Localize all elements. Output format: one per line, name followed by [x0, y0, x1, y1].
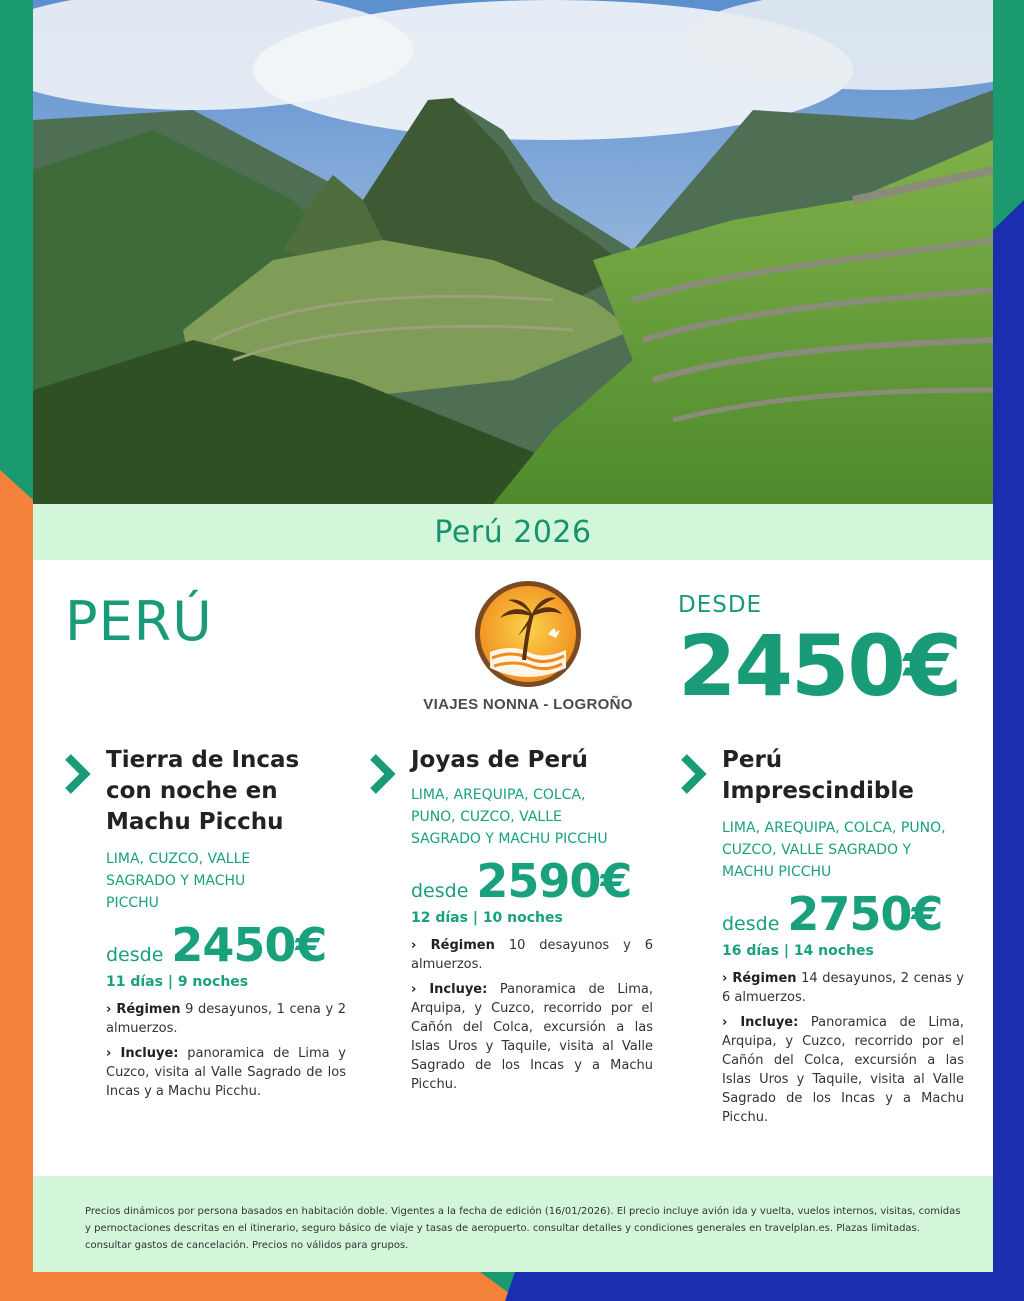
trip-cities: LIMA, CUZCO, VALLE SAGRADO Y MACHU PICCHU [106, 851, 251, 911]
headline-price-label: DESDE [678, 592, 763, 618]
headline-price-value: 2450€ [678, 617, 961, 715]
agency-logo [403, 578, 653, 713]
trip-name-line: Imprescindible [722, 778, 914, 804]
trip-price: 2450€ [171, 918, 327, 972]
hero-photo [33, 0, 993, 504]
incluye-text: panoramica de Lima y Cuzco, visita al Valle Sagrado de los Incas y a Machu Picchu. [106, 1046, 347, 1099]
chevron-right-icon [679, 753, 707, 795]
footer-disclaimer [33, 1176, 993, 1272]
trip-regimen [106, 1000, 346, 1038]
incluye-label: › Incluye: [106, 1046, 179, 1061]
trip-price: 2590€ [476, 854, 632, 908]
incluye-text: Panoramica de Lima, Arquipa, y Cuzco, recorrido por el Cañón del Colca, excursión a las Islas Uros y Taquile, visita al Valle Sagrado de los Incas y a Machu Picchu. [411, 982, 653, 1092]
machu-picchu-illustration [33, 0, 993, 504]
title-band [33, 504, 993, 560]
trip-price-row [411, 854, 638, 908]
trip-duration: 16 días | 14 noches [722, 943, 874, 959]
flyer-panel [33, 0, 993, 1272]
trip-price-row [106, 918, 333, 972]
regimen-label: › Régimen [411, 938, 495, 953]
trip-name [411, 745, 638, 776]
agency-name: VIAJES NONNA - LOGROÑO [423, 696, 633, 713]
trip-duration: 12 días | 10 noches [411, 910, 563, 926]
trip-incluye [411, 980, 653, 1094]
price-prefix: desde [106, 944, 164, 966]
regimen-label: › Régimen [722, 971, 797, 986]
page-title: Perú 2026 [434, 514, 592, 550]
regimen-text: 9 desayunos, 1 cena y 2 almuerzos. [106, 1002, 346, 1036]
price-prefix: desde [722, 913, 780, 935]
incluye-text: Panoramica de Lima, Arquipa, y Cuzco, recorrido por el Cañón del Colca, excursión a las Islas Uros y Taquile, visita al Valle Sagrado de los Incas y a Machu Picchu. [722, 1015, 964, 1125]
regimen-text: 14 desayunos, 2 cenas y 6 almuerzos. [722, 971, 964, 1005]
trip-name [722, 745, 949, 807]
trip-duration: 11 días | 9 noches [106, 974, 249, 990]
trip-regimen [411, 936, 653, 974]
trip-name-line: Machu Picchu [106, 809, 284, 835]
regimen-text: 10 desayunos y 6 almuerzos. [411, 938, 654, 972]
chevron-right-icon [368, 753, 396, 795]
incluye-label: › Incluye: [411, 982, 488, 997]
price-prefix: desde [411, 880, 469, 902]
palm-tree-logo-icon [472, 578, 584, 690]
trip-price: 2750€ [787, 887, 943, 941]
regimen-label: › Régimen [106, 1002, 181, 1017]
country-heading: PERÚ [65, 590, 213, 653]
trip-price-row [722, 887, 949, 941]
trip-card [679, 745, 964, 1127]
trip-name [106, 745, 333, 838]
trip-card [368, 745, 654, 1094]
trip-incluye [722, 1013, 964, 1127]
disclaimer-text: Precios dinámicos por persona basados en habitación doble. Vigentes a la fecha de edición (16/01/2026). El precio incluye avión ida y vuelta, vuelos internos, visitas, comidas y pernoctaciones descritas en el itinerario, seguro básico de viaje y tasas de aeropuerto. consultar detalles y condiciones generales en travelplan.es. Plazas limitadas. consultar gastos de cancelación. Precios no válidos para grupos. [85, 1206, 961, 1251]
trip-cities: LIMA, AREQUIPA, COLCA, PUNO, CUZCO, VALLE SAGRADO Y MACHU PICCHU [411, 787, 608, 847]
trip-name-line: con noche en [106, 778, 278, 804]
trip-regimen [722, 969, 964, 1007]
trip-name-line: Perú [722, 747, 783, 773]
incluye-label: › Incluye: [722, 1015, 799, 1030]
headline-price-block [678, 592, 961, 715]
trip-cities: LIMA, AREQUIPA, COLCA, PUNO, CUZCO, VALLE SAGRADO Y MACHU PICCHU [722, 820, 946, 880]
trip-incluye [106, 1044, 346, 1101]
trip-name-line: Joyas de Perú [411, 747, 588, 773]
trip-name-line: Tierra de Incas [106, 747, 300, 773]
trip-card [63, 745, 347, 1101]
chevron-right-icon [63, 753, 91, 795]
